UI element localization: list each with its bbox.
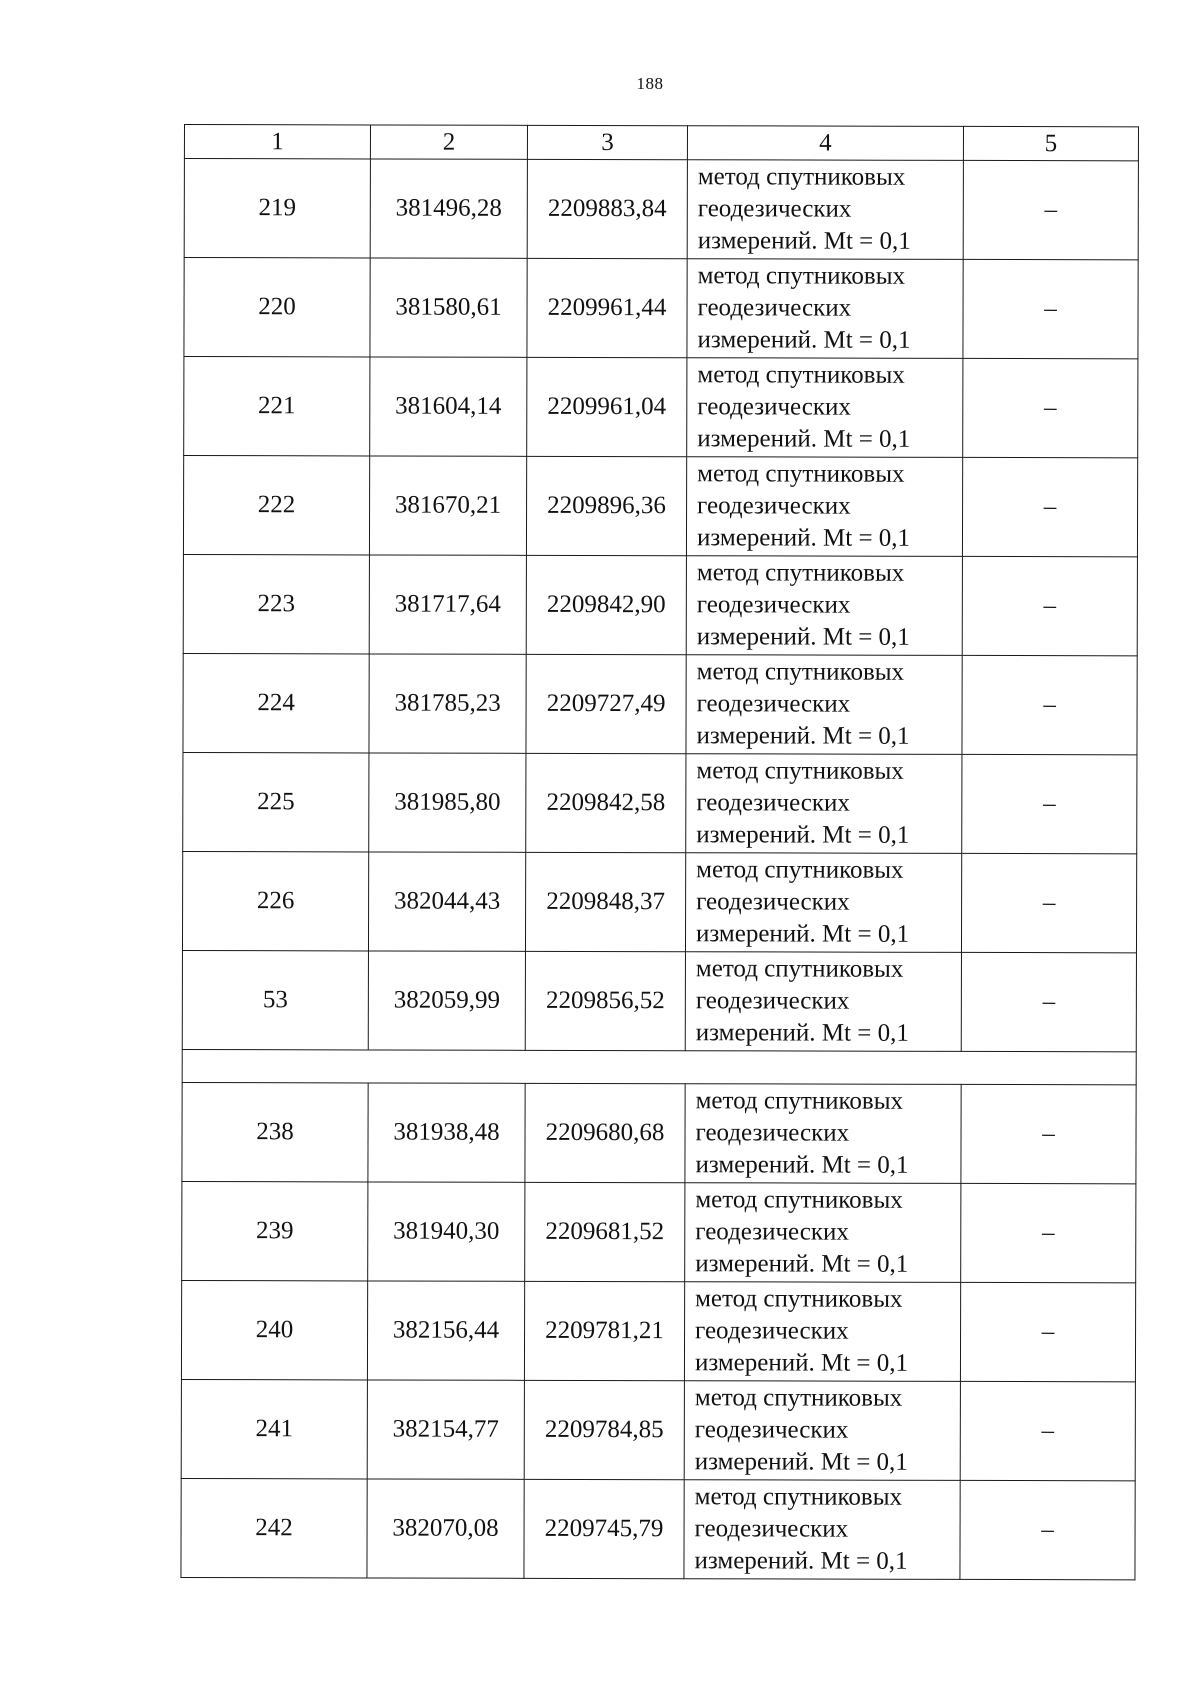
x-coordinate-cell: 381670,21 xyxy=(369,456,526,555)
x-coordinate-cell: 381717,64 xyxy=(369,555,526,654)
note-cell: – xyxy=(961,1084,1136,1183)
table-row xyxy=(182,950,1136,1051)
x-coordinate-cell: 382044,43 xyxy=(368,852,525,951)
method-text-line: метод спутниковых xyxy=(694,1384,903,1412)
point-number-cell: 221 xyxy=(184,357,370,456)
table-header-row xyxy=(184,125,1138,161)
y-coordinate-cell: 2209961,44 xyxy=(527,258,687,357)
y-coordinate-cell: 2209856,52 xyxy=(525,951,685,1050)
x-coordinate-cell: 382154,77 xyxy=(367,1380,524,1479)
note-cell: – xyxy=(963,358,1138,457)
note-cell: – xyxy=(961,952,1136,1051)
method-text-line: геодезических xyxy=(695,1317,849,1345)
x-coordinate-cell: 381940,30 xyxy=(368,1182,525,1281)
y-coordinate-cell: 2209745,79 xyxy=(524,1479,684,1578)
table-row xyxy=(184,357,1138,458)
method-cell xyxy=(686,754,962,854)
table-row xyxy=(181,1478,1135,1579)
header-cell: 1 xyxy=(184,125,370,159)
note-cell: – xyxy=(961,853,1136,952)
method-cell xyxy=(684,1480,960,1580)
method-text-line: геодезических xyxy=(697,492,851,520)
note-cell: – xyxy=(962,457,1137,556)
method-text-line: геодезических xyxy=(696,591,851,619)
header-cell: 3 xyxy=(527,125,687,159)
y-coordinate-cell: 2209727,49 xyxy=(526,654,686,753)
method-text-line: геодезических xyxy=(697,195,852,223)
method-text-line: измерений. Mt = 0,1 xyxy=(696,722,910,750)
point-number-cell: 223 xyxy=(183,554,369,653)
method-text-line: измерений. Mt = 0,1 xyxy=(695,1151,909,1179)
note-cell: – xyxy=(960,1282,1135,1381)
method-text-line: геодезических xyxy=(695,1218,849,1246)
note-cell: – xyxy=(960,1381,1135,1480)
x-coordinate-cell: 381785,23 xyxy=(369,654,526,753)
table-row xyxy=(182,1181,1136,1282)
method-text-line: измерений. Mt = 0,1 xyxy=(695,920,910,948)
method-text-line: геодезических xyxy=(697,393,851,421)
method-text-line: метод спутниковых xyxy=(696,856,904,884)
point-number-cell: 53 xyxy=(182,950,368,1049)
method-text-line: измерений. Mt = 0,1 xyxy=(695,1019,909,1047)
method-text-line: метод спутниковых xyxy=(695,955,904,983)
point-number-cell: 226 xyxy=(182,851,368,950)
y-coordinate-cell: 2209848,37 xyxy=(525,852,685,951)
method-text-line: геодезических xyxy=(697,294,852,322)
method-text-line: метод спутниковых xyxy=(697,361,905,389)
y-coordinate-cell: 2209961,04 xyxy=(527,357,687,456)
method-text-line: геодезических xyxy=(696,789,850,817)
header-cell: 4 xyxy=(687,126,963,161)
y-coordinate-cell: 2209842,90 xyxy=(526,555,686,654)
page-number: 188 xyxy=(636,74,664,93)
method-text-line: метод спутниковых xyxy=(695,1285,903,1313)
x-coordinate-cell: 382059,99 xyxy=(368,951,525,1050)
method-text-line: измерений. Mt = 0,1 xyxy=(694,1448,908,1476)
x-coordinate-cell: 381496,28 xyxy=(370,159,527,258)
method-cell xyxy=(687,358,963,458)
y-coordinate-cell: 2209681,52 xyxy=(525,1182,685,1281)
table-row xyxy=(183,653,1137,754)
method-cell xyxy=(685,952,961,1052)
table-row xyxy=(182,851,1136,952)
note-cell: – xyxy=(963,259,1138,358)
x-coordinate-cell: 382156,44 xyxy=(367,1281,524,1380)
method-text-line: геодезических xyxy=(696,888,850,916)
note-cell: – xyxy=(963,160,1138,259)
y-coordinate-cell: 2209842,58 xyxy=(526,753,686,852)
method-text-line: измерений. Mt = 0,1 xyxy=(694,1547,908,1575)
point-number-cell: 242 xyxy=(181,1478,367,1577)
y-coordinate-cell: 2209896,36 xyxy=(526,456,686,555)
point-number-cell: 238 xyxy=(182,1082,368,1181)
x-coordinate-cell: 381604,14 xyxy=(370,357,527,456)
point-number-cell: 241 xyxy=(181,1379,367,1478)
method-text-line: метод спутниковых xyxy=(696,658,905,686)
note-cell: – xyxy=(962,655,1137,754)
y-coordinate-cell: 2209883,84 xyxy=(527,159,687,258)
x-coordinate-cell: 381938,48 xyxy=(368,1083,525,1182)
point-number-cell: 224 xyxy=(183,653,369,752)
note-cell: – xyxy=(962,754,1137,853)
method-text-line: метод спутниковых xyxy=(696,757,904,785)
table-row xyxy=(183,456,1137,557)
table-row xyxy=(183,752,1137,853)
method-text-line: геодезических xyxy=(694,1515,849,1543)
x-coordinate-cell: 381580,61 xyxy=(370,258,527,357)
method-cell xyxy=(686,556,962,656)
note-cell: – xyxy=(961,1183,1136,1282)
coordinates-table xyxy=(180,124,1139,1580)
method-text-line: геодезических xyxy=(695,1119,850,1147)
note-cell: – xyxy=(962,556,1137,655)
method-text-line: метод спутниковых xyxy=(697,163,906,191)
note-cell: – xyxy=(960,1480,1135,1579)
method-cell xyxy=(686,655,962,755)
section-separator-row xyxy=(182,1049,1136,1084)
method-text-line: геодезических xyxy=(694,1416,849,1444)
point-number-cell: 239 xyxy=(182,1181,368,1280)
method-text-line: метод спутниковых xyxy=(694,1483,903,1511)
y-coordinate-cell: 2209781,21 xyxy=(524,1281,684,1380)
method-text-line: измерений. Mt = 0,1 xyxy=(696,821,910,849)
point-number-cell: 219 xyxy=(184,159,370,258)
method-text-line: метод спутниковых xyxy=(697,262,906,290)
method-cell xyxy=(687,259,963,359)
separator-cell xyxy=(182,1049,1136,1084)
point-number-cell: 222 xyxy=(183,456,369,555)
table-row xyxy=(184,159,1138,260)
table-row xyxy=(181,1379,1135,1480)
y-coordinate-cell: 2209784,85 xyxy=(524,1380,684,1479)
method-text-line: метод спутниковых xyxy=(697,460,905,488)
method-text-line: метод спутниковых xyxy=(695,1186,903,1214)
method-text-line: геодезических xyxy=(696,690,851,718)
table-row xyxy=(183,554,1137,655)
method-cell xyxy=(685,1183,961,1283)
header-cell: 2 xyxy=(370,125,527,159)
method-text-line: измерений. Mt = 0,1 xyxy=(696,524,911,552)
method-text-line: метод спутниковых xyxy=(695,1087,904,1115)
x-coordinate-cell: 381985,80 xyxy=(369,753,526,852)
method-text-line: метод спутниковых xyxy=(696,559,905,587)
point-number-cell: 220 xyxy=(184,258,370,357)
table-row xyxy=(184,258,1138,359)
method-cell xyxy=(687,160,963,260)
method-text-line: измерений. Mt = 0,1 xyxy=(695,1250,909,1278)
point-number-cell: 240 xyxy=(181,1280,367,1379)
header-cell: 5 xyxy=(963,126,1138,160)
method-text-line: измерений. Mt = 0,1 xyxy=(697,326,911,354)
method-text-line: измерений. Mt = 0,1 xyxy=(694,1349,909,1377)
method-cell xyxy=(685,853,961,953)
method-text-line: измерений. Mt = 0,1 xyxy=(697,227,911,255)
method-cell xyxy=(686,457,962,557)
point-number-cell: 225 xyxy=(183,752,369,851)
method-text-line: измерений. Mt = 0,1 xyxy=(696,623,910,651)
method-text-line: измерений. Mt = 0,1 xyxy=(697,425,911,453)
table-row xyxy=(182,1082,1136,1183)
y-coordinate-cell: 2209680,68 xyxy=(525,1083,685,1182)
method-cell xyxy=(684,1381,960,1481)
method-text-line: геодезических xyxy=(695,987,850,1015)
table-row xyxy=(181,1280,1135,1381)
method-cell xyxy=(684,1282,960,1382)
method-cell xyxy=(685,1084,961,1184)
table-body xyxy=(181,125,1139,1580)
x-coordinate-cell: 382070,08 xyxy=(367,1479,524,1578)
